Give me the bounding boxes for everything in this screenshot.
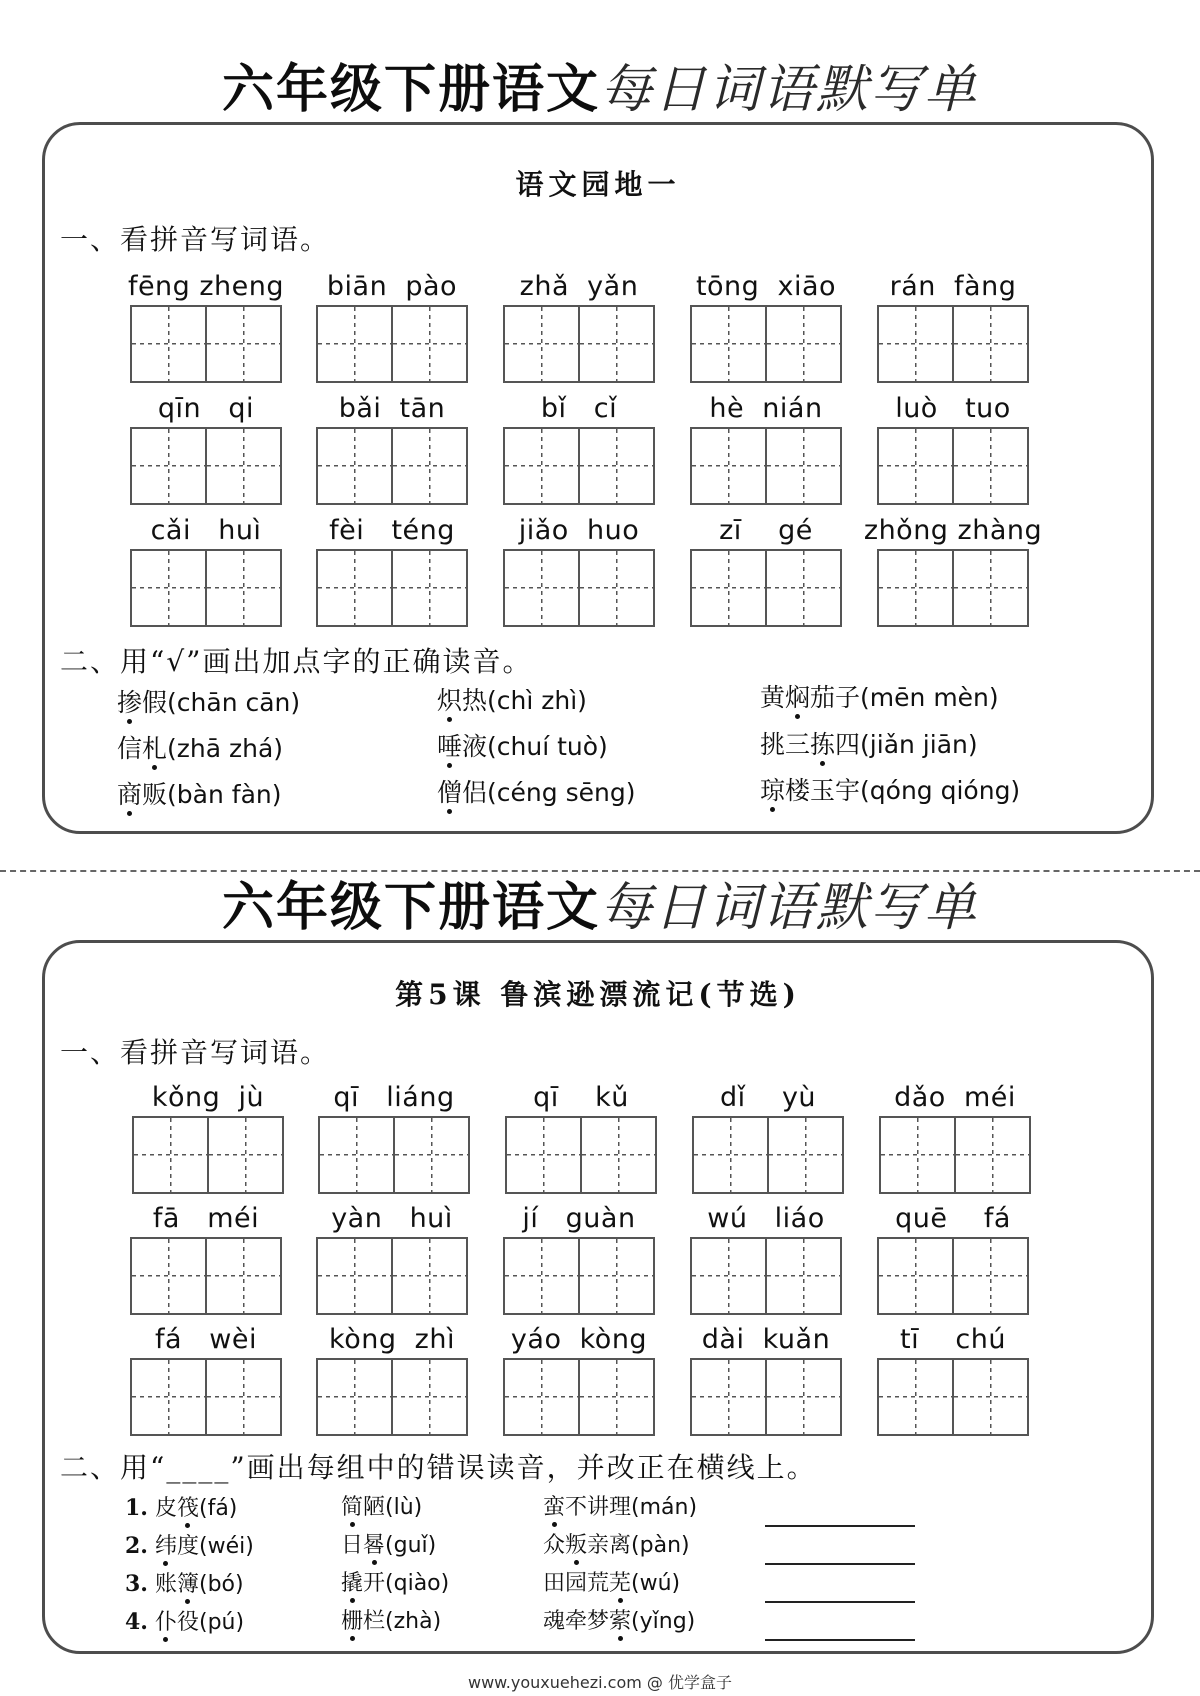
dotted-char: 簿 xyxy=(176,1572,199,1597)
sheet2-panel xyxy=(42,940,1154,1654)
reading-options[interactable]: (chì zhì) xyxy=(487,686,587,715)
tianzige-box[interactable] xyxy=(690,1237,842,1315)
answer-line[interactable] xyxy=(765,1601,915,1603)
pinyin: quē fá xyxy=(895,1203,1011,1234)
dotted-char: 掺 xyxy=(117,688,143,717)
dotted-char: 拣 xyxy=(810,730,836,759)
tianzige-box[interactable] xyxy=(690,427,842,505)
pinyin: wú liáo xyxy=(707,1203,825,1234)
sheet2-title-light: 每日词语默写单 xyxy=(600,878,979,938)
pinyin: jiǎo huo xyxy=(518,515,640,546)
tianzige-box[interactable] xyxy=(316,1358,468,1436)
reading-options[interactable]: (zhā zhá) xyxy=(167,734,284,763)
pinyin: cǎi huì xyxy=(150,515,262,546)
sheet2-heading-2: 二、用“____”画出每组中的错误读音，并改正在横线上。 xyxy=(60,1451,817,1484)
tianzige-box[interactable] xyxy=(877,1358,1029,1436)
reading-options[interactable]: (jiǎn jiān) xyxy=(860,730,978,759)
tianzige-item[interactable] xyxy=(316,395,468,505)
reading-options[interactable]: (chān cān) xyxy=(167,688,301,717)
sheet1-heading-1: 一、看拼音写词语。 xyxy=(60,223,331,256)
tianzige-box[interactable] xyxy=(130,305,282,383)
pinyin: bǎi tān xyxy=(338,393,446,424)
dotted-char: 琼 xyxy=(760,776,786,805)
reading-question[interactable] xyxy=(117,688,300,718)
sheet1-heading-2: 二、用“√”画出加点字的正确读音。 xyxy=(60,645,533,678)
tianzige-item[interactable] xyxy=(690,1205,842,1315)
tianzige-item[interactable] xyxy=(130,1326,282,1436)
dotted-char: 撬 xyxy=(341,1571,364,1596)
dotted-char: 萦 xyxy=(609,1609,632,1634)
pinyin: kòng zhì xyxy=(329,1324,455,1355)
reading: (mán) xyxy=(631,1495,698,1520)
tianzige-item[interactable] xyxy=(318,1084,470,1194)
tianzige-item[interactable] xyxy=(316,1326,468,1436)
tianzige-box[interactable] xyxy=(503,305,655,383)
tianzige-box[interactable] xyxy=(692,1116,844,1194)
group-number: 2. xyxy=(125,1533,148,1559)
sheet2-panel-title: 第5课 鲁滨逊漂流记(节选) xyxy=(395,978,801,1011)
tianzige-box[interactable] xyxy=(130,1237,282,1315)
word-start: 账 xyxy=(154,1572,177,1597)
reading-question[interactable] xyxy=(760,776,1020,806)
reading-options[interactable]: (mēn mèn) xyxy=(860,683,999,712)
pinyin: dǐ yù xyxy=(719,1082,817,1113)
reading: (wú) xyxy=(631,1571,681,1596)
dotted-char: 筏 xyxy=(176,1496,199,1521)
group-number: 4. xyxy=(125,1609,148,1635)
group-c[interactable] xyxy=(543,1609,695,1635)
reading: (yǐng) xyxy=(631,1609,696,1634)
group-b[interactable] xyxy=(341,1533,436,1559)
group-c[interactable] xyxy=(543,1495,697,1521)
reading-options[interactable]: (bàn fàn) xyxy=(167,780,282,809)
word-start: 信 xyxy=(117,734,143,763)
dotted-char: 栅 xyxy=(341,1609,364,1634)
dotted-char: 仆 xyxy=(154,1610,177,1635)
tianzige-box[interactable] xyxy=(503,549,655,627)
pinyin: dài kuǎn xyxy=(701,1324,831,1355)
dotted-char: 纬 xyxy=(154,1534,177,1559)
group-c[interactable] xyxy=(543,1533,690,1559)
tianzige-box[interactable] xyxy=(503,1237,655,1315)
word-rest: 亲离 xyxy=(587,1533,632,1558)
sheet1-title-bold: 六年级下册语文 xyxy=(221,59,600,120)
tianzige-item[interactable] xyxy=(503,395,655,505)
tianzige-box[interactable] xyxy=(130,427,282,505)
reading: (lù) xyxy=(385,1495,423,1520)
pinyin: fā méi xyxy=(152,1203,260,1234)
dotted-char: 芜 xyxy=(609,1571,632,1596)
pinyin: yàn huì xyxy=(331,1203,453,1234)
tianzige-box[interactable] xyxy=(132,1116,284,1194)
dotted-char: 唾 xyxy=(437,732,463,761)
dotted-char: 简 xyxy=(341,1495,364,1520)
footer-watermark: www.youxuehezi.com @ 优学盒子 xyxy=(468,1673,732,1692)
tianzige-item[interactable] xyxy=(877,273,1029,383)
word-rest: 侣 xyxy=(462,778,488,807)
group-b[interactable] xyxy=(341,1609,441,1635)
word-rest: 热 xyxy=(462,686,488,715)
group-a[interactable] xyxy=(125,1571,244,1598)
pinyin: zhǎ yǎn xyxy=(519,271,639,302)
tianzige-item[interactable] xyxy=(690,395,842,505)
word-rest: 陋 xyxy=(363,1495,386,1520)
pinyin: bǐ cǐ xyxy=(540,393,618,424)
sheet2-heading-1: 一、看拼音写词语。 xyxy=(60,1036,331,1069)
tianzige-item[interactable] xyxy=(690,1326,842,1436)
word-start: 皮 xyxy=(154,1496,177,1521)
pinyin: qī liáng xyxy=(333,1082,455,1113)
pinyin: tōng xiāo xyxy=(695,271,837,302)
reading: (guǐ) xyxy=(385,1533,437,1558)
reading-question[interactable] xyxy=(437,686,587,716)
reading-question[interactable] xyxy=(437,778,635,808)
tianzige-item[interactable] xyxy=(503,273,655,383)
word-rest: 栏 xyxy=(363,1609,386,1634)
word-rest: 不讲理 xyxy=(565,1495,632,1520)
reading: (fá) xyxy=(199,1496,238,1521)
word-start: 日 xyxy=(341,1533,364,1558)
word-rest: 开 xyxy=(363,1571,386,1596)
word-rest: 度 xyxy=(176,1534,199,1559)
tianzige-item[interactable] xyxy=(863,515,1043,627)
reading: (pú) xyxy=(199,1610,245,1635)
dotted-char: 晷 xyxy=(363,1533,386,1558)
tianzige-box[interactable] xyxy=(316,427,468,505)
dotted-char: 商 xyxy=(117,780,143,809)
dotted-char: 蛮 xyxy=(543,1495,566,1520)
tianzige-item[interactable] xyxy=(690,517,842,627)
tianzige-item[interactable] xyxy=(130,1205,282,1315)
word-rest: 茄子 xyxy=(810,683,861,712)
tianzige-box[interactable] xyxy=(505,1116,657,1194)
tianzige-box[interactable] xyxy=(877,1237,1029,1315)
tianzige-box[interactable] xyxy=(503,427,655,505)
word-rest: 四 xyxy=(835,730,861,759)
reading-question[interactable] xyxy=(117,734,283,764)
tianzige-box[interactable] xyxy=(130,1358,282,1436)
group-number: 3. xyxy=(125,1571,148,1597)
pinyin: biān pào xyxy=(326,271,458,302)
answer-line[interactable] xyxy=(765,1639,915,1641)
reading-options[interactable]: (chuí tuò) xyxy=(487,732,608,761)
reading: (pàn) xyxy=(631,1533,690,1558)
sheet1-title xyxy=(0,59,1200,120)
tianzige-item[interactable] xyxy=(505,1084,657,1194)
tianzige-box[interactable] xyxy=(879,1116,1031,1194)
tianzige-box[interactable] xyxy=(130,549,282,627)
reading: (bó) xyxy=(199,1572,244,1597)
tianzige-box[interactable] xyxy=(503,1358,655,1436)
dotted-char: 焖 xyxy=(785,683,811,712)
sheet2-title-bold: 六年级下册语文 xyxy=(221,877,600,938)
sheet1-panel-title: 语文园地一 xyxy=(515,168,681,201)
tianzige-item[interactable] xyxy=(130,395,282,505)
tianzige-item[interactable] xyxy=(877,1205,1029,1315)
word-rest: 役 xyxy=(176,1610,199,1635)
word-start: 挑三 xyxy=(760,730,811,759)
answer-line[interactable] xyxy=(765,1525,915,1527)
tianzige-item[interactable] xyxy=(690,273,842,383)
pinyin: qīn qi xyxy=(157,393,255,424)
dotted-char: 叛 xyxy=(565,1533,588,1558)
pinyin: dǎo méi xyxy=(894,1082,1016,1113)
word-rest: 假 xyxy=(142,688,168,717)
group-b[interactable] xyxy=(341,1571,449,1597)
pinyin: fēng zheng xyxy=(127,271,285,302)
reading-options[interactable]: (qóng qióng) xyxy=(860,776,1021,805)
tianzige-item[interactable] xyxy=(316,273,468,383)
tianzige-box[interactable] xyxy=(316,549,468,627)
tianzige-box[interactable] xyxy=(877,549,1029,627)
tianzige-item[interactable] xyxy=(503,1326,655,1436)
word-start: 黄 xyxy=(760,683,786,712)
tianzige-item[interactable] xyxy=(316,517,468,627)
dotted-char: 僧 xyxy=(437,778,463,807)
tianzige-box[interactable] xyxy=(690,549,842,627)
reading-question[interactable] xyxy=(760,683,999,713)
pinyin: fèi téng xyxy=(329,515,455,546)
group-c[interactable] xyxy=(543,1571,680,1597)
word-start: 田园荒 xyxy=(543,1571,610,1596)
tianzige-item[interactable] xyxy=(316,1205,468,1315)
group-a[interactable] xyxy=(125,1609,244,1636)
pinyin: yáo kòng xyxy=(510,1324,648,1355)
tianzige-item[interactable] xyxy=(132,1084,284,1194)
reading-question[interactable] xyxy=(760,730,978,760)
tianzige-item[interactable] xyxy=(127,271,285,383)
sheet1-title-light: 每日词语默写单 xyxy=(600,60,979,120)
dotted-char: 炽 xyxy=(437,686,463,715)
word-start: 众 xyxy=(543,1533,566,1558)
tianzige-box[interactable] xyxy=(690,1358,842,1436)
tianzige-box[interactable] xyxy=(318,1116,470,1194)
reading: (zhà) xyxy=(385,1609,442,1634)
pinyin: luò tuo xyxy=(895,393,1011,424)
reading-question[interactable] xyxy=(437,732,608,762)
sheet1-panel xyxy=(42,122,1154,834)
tianzige-item[interactable] xyxy=(503,517,655,627)
word-rest: 液 xyxy=(462,732,488,761)
pinyin: kǒng jù xyxy=(151,1082,265,1113)
tianzige-item[interactable] xyxy=(877,1326,1029,1436)
cut-line xyxy=(0,870,1200,872)
tianzige-box[interactable] xyxy=(690,305,842,383)
tianzige-item[interactable] xyxy=(130,517,282,627)
pinyin: jí guàn xyxy=(522,1203,636,1234)
group-a[interactable] xyxy=(125,1533,254,1560)
word-start: 魂牵梦 xyxy=(543,1609,610,1634)
pinyin: rán fàng xyxy=(889,271,1017,302)
group-number: 1. xyxy=(125,1495,148,1521)
group-a[interactable] xyxy=(125,1495,237,1522)
reading-options[interactable]: (céng sēng) xyxy=(487,778,636,807)
pinyin: tī chú xyxy=(900,1324,1006,1355)
reading-question[interactable] xyxy=(117,780,281,810)
tianzige-box[interactable] xyxy=(877,305,1029,383)
tianzige-item[interactable] xyxy=(877,395,1029,505)
pinyin: qī kǔ xyxy=(533,1082,629,1113)
answer-line[interactable] xyxy=(765,1563,915,1565)
word-rest: 楼玉宇 xyxy=(785,776,861,805)
tianzige-item[interactable] xyxy=(879,1084,1031,1194)
pinyin: hè nián xyxy=(709,393,823,424)
tianzige-box[interactable] xyxy=(877,427,1029,505)
tianzige-box[interactable] xyxy=(316,1237,468,1315)
pinyin: zhǒng zhàng xyxy=(863,515,1043,546)
tianzige-item[interactable] xyxy=(692,1084,844,1194)
sheet2-title xyxy=(0,877,1200,938)
tianzige-box[interactable] xyxy=(316,305,468,383)
word-rest: 贩 xyxy=(142,780,168,809)
pinyin: zī gé xyxy=(719,515,813,546)
reading: (qiào) xyxy=(385,1571,450,1596)
group-b[interactable] xyxy=(341,1495,422,1521)
dotted-char: 札 xyxy=(142,734,168,763)
tianzige-item[interactable] xyxy=(503,1205,655,1315)
reading: (wéi) xyxy=(199,1534,254,1559)
pinyin: fá wèi xyxy=(155,1324,257,1355)
